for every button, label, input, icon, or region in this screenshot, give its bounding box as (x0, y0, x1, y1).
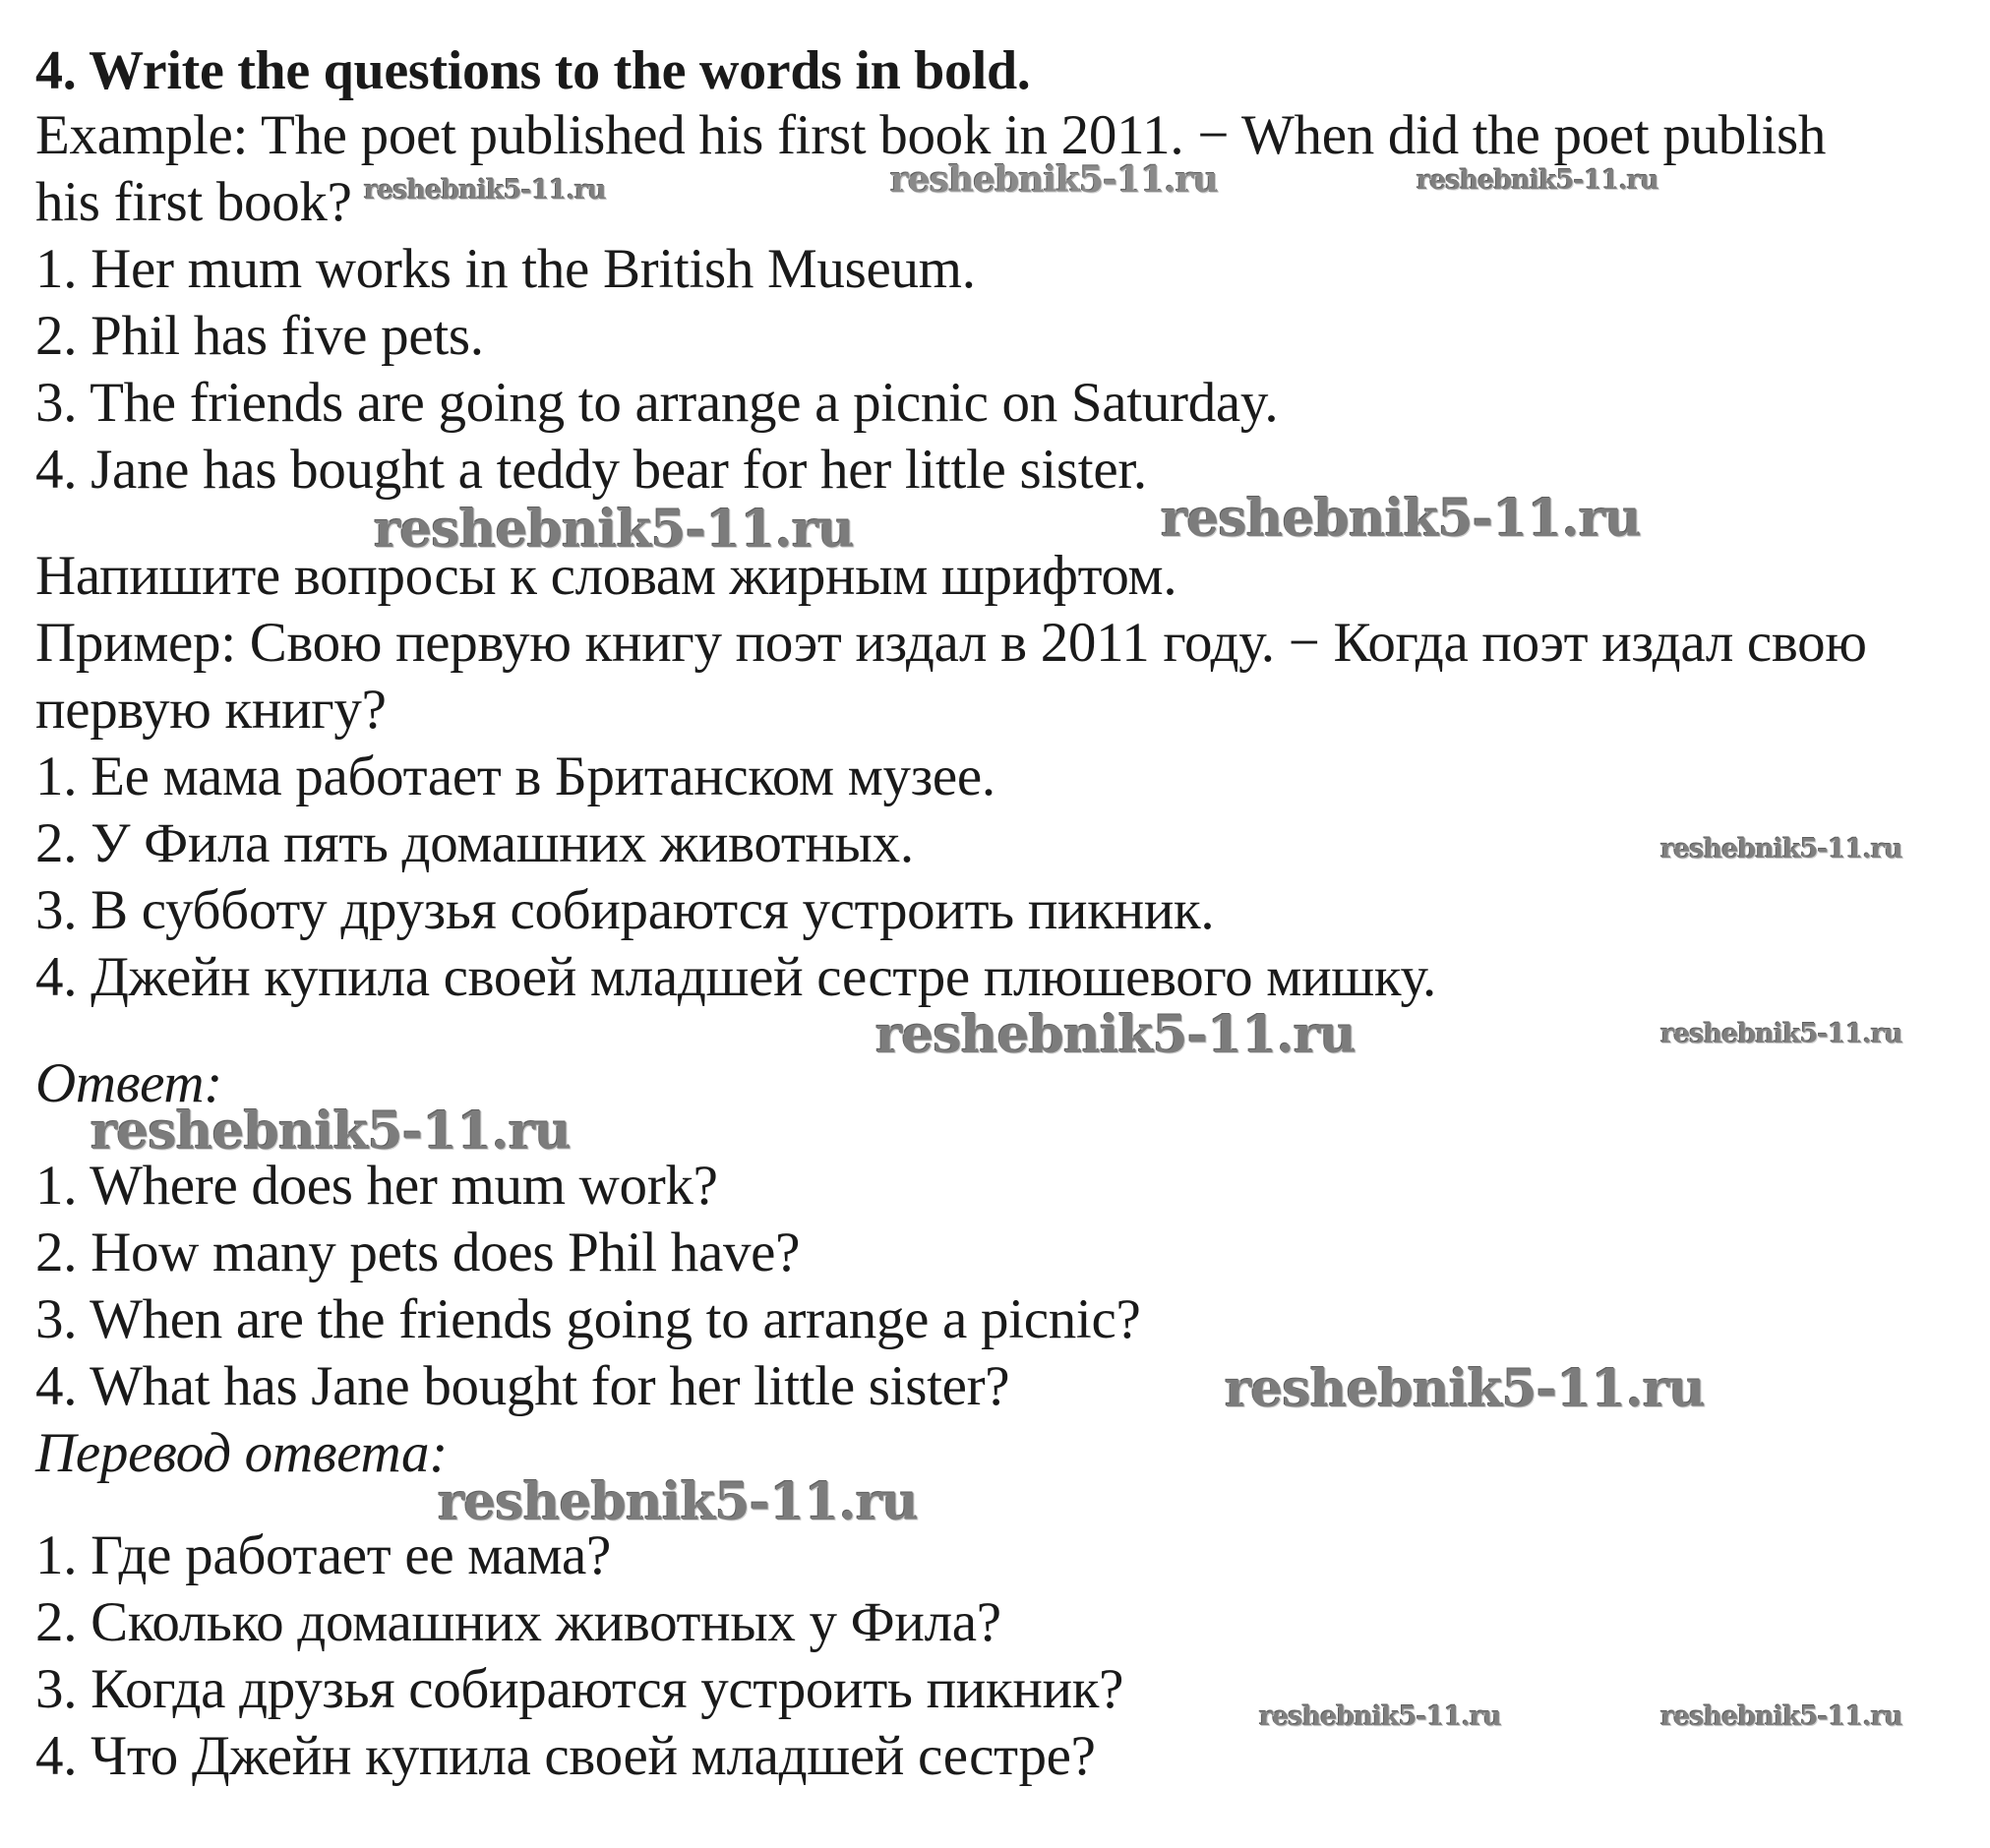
translation-item-1: 1. Ее мама работает в Британском музее. (35, 745, 995, 807)
task-item-2: 2. Phil has five pets. (35, 305, 484, 367)
answer-item-2: 2. How many pets does Phil have? (35, 1222, 801, 1283)
watermark: reshebnik5-11.ru (1660, 1019, 1902, 1049)
task-item-1: 1. Her mum works in the British Museum. (35, 238, 976, 300)
translation-example-line-2: первую книгу? (35, 679, 387, 741)
watermark: reshebnik5-11.ru (1161, 489, 1642, 549)
watermark: reshebnik5-11.ru (438, 1472, 919, 1532)
watermark: reshebnik5-11.ru (364, 175, 606, 206)
task-item-4: 4. Jane has bought a teddy bear for her little sister. (35, 439, 1147, 501)
translation-item-4: 4. Джейн купила своей младшей сестре плюшевого мишку. (35, 946, 1436, 1008)
watermark: reshebnik5-11.ru (1417, 165, 1658, 196)
example-line-1: Example: The poet published his first book in 2011. − When did the poet publish (35, 104, 1827, 166)
answer-translation-item-4: 4. Что Джейн купила своей младшей сестре? (35, 1725, 1096, 1787)
translation-item-2: 2. У Фила пять домашних животных. (35, 812, 914, 874)
task-item-3: 3. The friends are going to arrange a picnic on Saturday. (35, 372, 1279, 434)
watermark: reshebnik5-11.ru (890, 159, 1218, 201)
watermark: reshebnik5-11.ru (1660, 1701, 1902, 1732)
translation-example-line-1: Пример: Свою первую книгу поэт издал в 2011 году. − Когда поэт издал свою (35, 612, 1867, 674)
answer-label: Ответ: (35, 1052, 222, 1114)
answer-translation-label: Перевод ответа: (35, 1422, 448, 1484)
watermark: reshebnik5-11.ru (1225, 1359, 1706, 1419)
answer-translation-item-1: 1. Где работает ее мама? (35, 1524, 612, 1586)
watermark: reshebnik5-11.ru (1259, 1701, 1501, 1732)
answer-translation-item-3: 3. Когда друзья собираются устроить пикник? (35, 1658, 1124, 1720)
translation-title: Напишите вопросы к словам жирным шрифтом. (35, 545, 1177, 607)
answer-item-3: 3. When are the friends going to arrange a picnic? (35, 1288, 1141, 1350)
watermark: reshebnik5-11.ru (875, 1005, 1357, 1065)
answer-item-1: 1. Where does her mum work? (35, 1155, 718, 1217)
watermark: reshebnik5-11.ru (1660, 834, 1902, 864)
watermark: reshebnik5-11.ru (90, 1102, 572, 1162)
answer-translation-item-2: 2. Сколько домашних животных у Фила? (35, 1591, 1001, 1653)
translation-item-3: 3. В субботу друзья собираются устроить пикник. (35, 879, 1215, 941)
watermark: reshebnik5-11.ru (374, 500, 855, 560)
answer-item-4: 4. What has Jane bought for her little sister? (35, 1355, 1010, 1417)
exercise-title: 4. Write the questions to the words in bold. (35, 40, 1031, 101)
example-line-2: his first book? (35, 171, 352, 233)
